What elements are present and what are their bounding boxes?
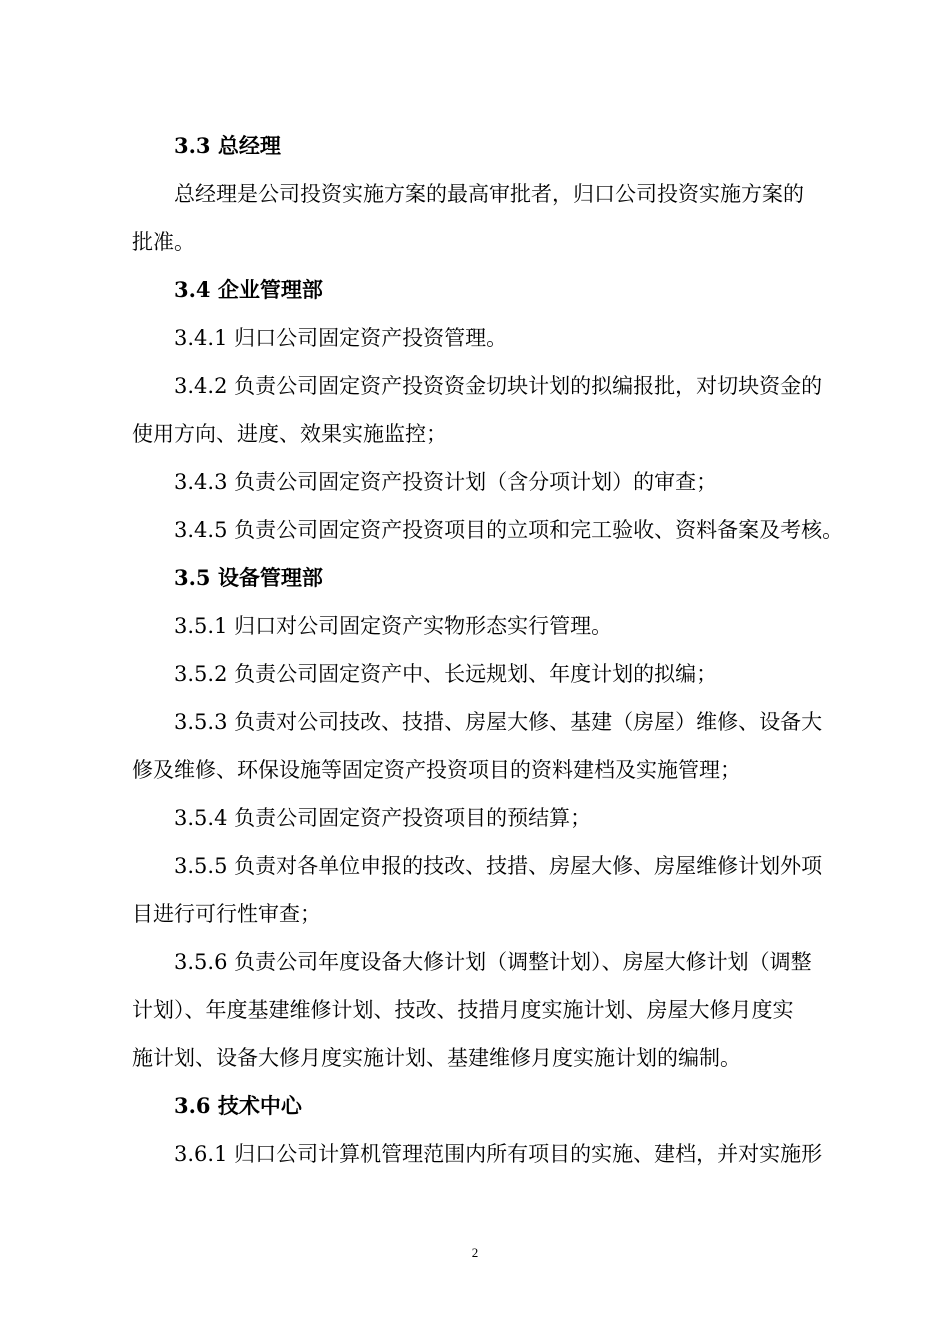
paragraph-line: 计划）、年度基建维修计划、技改、技措月度实施计划、房屋大修月度实 xyxy=(132,998,794,1022)
paragraph-line: 总经理是公司投资实施方案的最高审批者，归口公司投资实施方案的 xyxy=(174,182,804,206)
paragraph-line: 3.4.2 负责公司固定资产投资资金切块计划的拟编报批，对切块资金的 xyxy=(174,374,823,398)
paragraph-line: 3.5.5 负责对各单位申报的技改、技措、房屋大修、房屋维修计划外项 xyxy=(174,854,823,878)
document-body xyxy=(132,122,854,1178)
paragraph-line: 施计划、设备大修月度实施计划、基建维修月度实施计划的编制。 xyxy=(132,1046,741,1070)
paragraph-line: 3.5.4 负责公司固定资产投资项目的预结算； xyxy=(174,806,592,830)
section-heading-3-3: 3.3 总经理 xyxy=(174,133,281,158)
paragraph-line: 3.6.1 归口公司计算机管理范围内所有项目的实施、建档，并对实施形 xyxy=(174,1142,823,1166)
paragraph-line: 3.4.1 归口公司固定资产投资管理。 xyxy=(174,326,508,350)
paragraph-line: 使用方向、进度、效果实施监控； xyxy=(132,422,447,446)
paragraph-line: 3.4.5 负责公司固定资产投资项目的立项和完工验收、资料备案及考核。 xyxy=(174,518,844,542)
paragraph-line: 修及维修、环保设施等固定资产投资项目的资料建档及实施管理； xyxy=(132,758,741,782)
section-heading-3-4: 3.4 企业管理部 xyxy=(174,277,323,302)
paragraph-line: 3.5.6 负责公司年度设备大修计划（调整计划）、房屋大修计划（调整 xyxy=(174,950,812,974)
paragraph-line: 3.5.1 归口对公司固定资产实物形态实行管理。 xyxy=(174,614,613,638)
page-number: 2 xyxy=(471,1245,479,1260)
paragraph-line: 目进行可行性审查； xyxy=(132,902,321,926)
section-heading-3-6: 3.6 技术中心 xyxy=(174,1093,302,1118)
paragraph-line: 批准。 xyxy=(132,230,195,254)
paragraph-line: 3.5.2 负责公司固定资产中、长远规划、年度计划的拟编； xyxy=(174,662,718,686)
paragraph-line: 3.4.3 负责公司固定资产投资计划（含分项计划）的审查； xyxy=(174,470,718,494)
section-heading-3-5: 3.5 设备管理部 xyxy=(174,565,323,590)
paragraph-line: 3.5.3 负责对公司技改、技措、房屋大修、基建（房屋）维修、设备大 xyxy=(174,710,823,734)
